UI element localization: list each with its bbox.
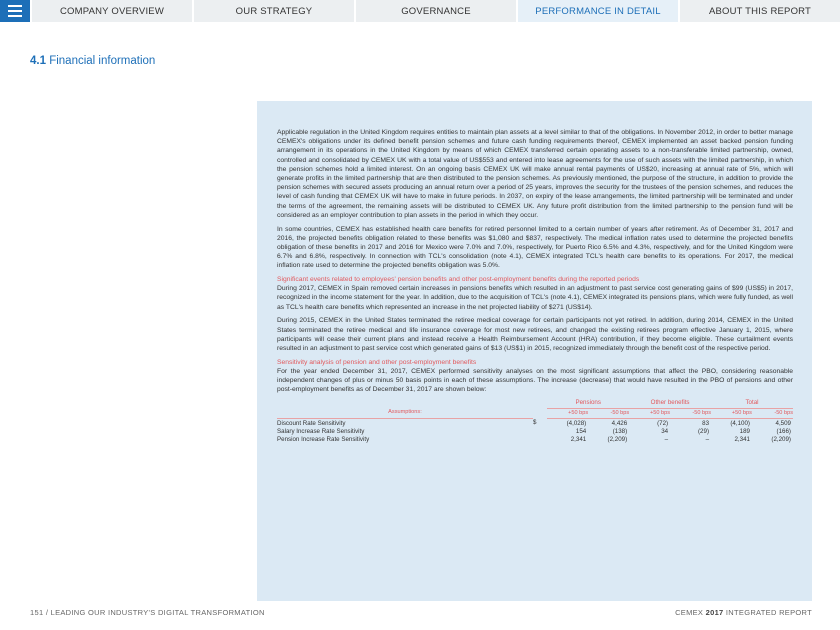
tab-performance-in-detail[interactable]: PERFORMANCE IN DETAIL <box>518 0 678 22</box>
table-group-header <box>277 399 793 408</box>
table-cell: 4,426 <box>611 419 628 427</box>
footer-right <box>675 608 812 617</box>
table-row <box>277 427 793 435</box>
group-pensions: Pensions <box>547 399 629 408</box>
currency-symbol: $ <box>532 419 537 427</box>
table-cell: – <box>705 435 710 443</box>
group-total: Total <box>711 399 793 408</box>
row-label: Pension Increase Rate Sensitivity <box>277 435 370 443</box>
menu-icon[interactable] <box>0 0 30 22</box>
table-cell: 4,509 <box>775 419 791 427</box>
table-cell: 2,341 <box>570 435 587 443</box>
table-row <box>277 419 793 428</box>
tab-about-this-report[interactable]: ABOUT THIS REPORT <box>680 0 840 22</box>
footer-chapter-title: LEADING OUR INDUSTRY'S DIGITAL TRANSFORMATION <box>50 608 265 617</box>
content-body <box>277 128 793 443</box>
subheading-significant-events: Significant events related to employees' pension benefits and other post-employment benefits during the reported periods <box>277 276 640 284</box>
footer-company: CEMEX <box>675 608 704 617</box>
paragraph-spain: During 2017, CEMEX in Spain removed certain increases in pensions benefits which resulted in an adjustment to past service cost generating gains of $99 (US$5) in 2017, recognized in the income statement for the year. In addition, due to the acquisition of TCL's (note 4.1), CEMEX integrated its pensions plans, which were fully funded, as well as TCL's health care benefits which represented an increase in the net projected liability of $271 (US$14). <box>277 285 793 311</box>
table-cell: – <box>664 435 669 443</box>
section-title-text: Financial information <box>49 55 156 67</box>
table-cell: (29) <box>698 427 710 435</box>
col-header: +50 bps <box>547 408 588 419</box>
table-cell: (138) <box>612 427 628 435</box>
table-cell: 83 <box>702 419 710 427</box>
col-header: -50 bps <box>752 408 793 419</box>
table-cell: (72) <box>657 419 669 427</box>
table-cell: (166) <box>776 427 791 435</box>
col-header: -50 bps <box>588 408 629 419</box>
table-cell: (2,209) <box>607 435 628 443</box>
footer-year: 2017 <box>705 608 724 617</box>
table-cell: 154 <box>575 427 587 435</box>
paragraph-uk-pension: Applicable regulation in the United Kingdom requires entities to maintain plan assets at a level similar to that of the obligations. In November 2012, in order to better manage CEMEX's obligations under its defined benefit pension schemes and future cash funding requirements thereof, CEMEX implemented an asset backed pension funding arrangement in its operations in the United Kingdom by means of which CEMEX transferred certain operating assets to a non-transferable limited partnership, owned, controlled and consolidated by CEMEX UK with a total value of US$553 and entered into lease agreements for the use of such assets with the limited partnership, in which the pension schemes hold a limited interest. On an ongoing basis CEMEX UK will make annual rental payments of US$20, increasing at annual rate of 5%, which will generate profits in the limited partnership that are then distributed to the pension schemes. As previously mentioned, the purpose of the structure, in addition to provide the pension schemes with secured assets producing an annual return over a period of 25 years, improves the security for the trustees of the pension schemes, and reduces the level of cash funding that CEMEX UK will have to make in future periods. In 2037, on expiry of the lease arrangements, the limited partnership will be terminated and under the terms of the agreement, the remaining assets will be distributed to CEMEX UK. Any future profit distribution from the limited partnership to the pension fund will be considered as an employer contribution to plan assets in the period in which they occur. <box>277 129 793 219</box>
tab-company-overview[interactable]: COMPANY OVERVIEW <box>32 0 192 22</box>
paragraph-health-care: In some countries, CEMEX has established health care benefits for retired personnel limited to a certain number of years after retirement. As of December 31, 2017 and 2016, the projected benefits obligation related to these benefits was $1,080 and $837, respectively. The medical inflation rates used to determine the projected benefits obligation of these benefits in 2017 and 2016 for Mexico were 7.0% and 7.0%, respectively, for Puerto Rico 6.5% and 4.3%, respectively, and for the United Kingdom were 6.7% and 6.8%, respectively. In connection with TCL's consolidation (note 4.1), CEMEX integrated TCL's health care benefits to its operations. For 2017, the medical inflation rate used to determine the projected benefits obligation was 5.0%. <box>277 225 793 270</box>
row-label: Salary Increase Rate Sensitivity <box>277 427 365 435</box>
footer-separator: / <box>45 608 49 617</box>
tab-our-strategy[interactable]: OUR STRATEGY <box>194 0 354 22</box>
sensitivity-table <box>277 399 793 443</box>
table-column-header <box>277 408 793 419</box>
footer-left <box>30 608 265 617</box>
table-cell: 34 <box>661 427 669 435</box>
top-navigation <box>0 0 840 22</box>
paragraph-united-states: During 2015, CEMEX in the United States terminated the retiree medical coverage for certain participants not yet retired. In addition, during 2014, CEMEX in the United States terminated the retiree medical and life insurance coverage for most new retirees, and changed the existing retirees program effective January 1, 2015, where participants will cease their current plans and instead receive a Health Reimbursement Account (HRA) contribution, if they become eligible. These curtailment events resulted in an adjustment to past service cost which generated gains of $13 (US$1) in 2015, recognized immediately through the benefit cost of the respective period. <box>277 317 793 352</box>
row-label: Discount Rate Sensitivity <box>277 419 346 427</box>
table-cell: 2,341 <box>734 435 750 443</box>
footer-report-title: INTEGRATED REPORT <box>725 608 812 617</box>
page-number: 151 <box>30 608 44 617</box>
col-header: -50 bps <box>670 408 711 419</box>
table-cell: (4,028) <box>566 419 587 427</box>
col-header: +50 bps <box>629 408 670 419</box>
table-cell: (2,209) <box>771 435 791 443</box>
tab-governance[interactable]: GOVERNANCE <box>356 0 516 22</box>
table-cell: (4,100) <box>730 419 750 427</box>
table-row <box>277 435 793 443</box>
section-title <box>30 55 155 67</box>
group-other-benefits: Other benefits <box>629 399 711 408</box>
table-cell: 189 <box>739 427 750 435</box>
section-number: 4.1 <box>30 55 46 67</box>
col-header: +50 bps <box>711 408 752 419</box>
assumptions-label: Assumptions: <box>277 408 533 419</box>
subheading-sensitivity: Sensitivity analysis of pension and other post-employment benefits <box>277 358 477 366</box>
paragraph-sensitivity: For the year ended December 31, 2017, CEMEX performed sensitivity analyses on the most significant assumptions that affect the PBO, considering reasonable independent changes of plus or minus 50 basis points in each of these assumptions. The increase (decrease) that would have resulted in the PBO of pensions and other post-employment benefits as of December 31, 2017 are shown below: <box>277 367 793 394</box>
